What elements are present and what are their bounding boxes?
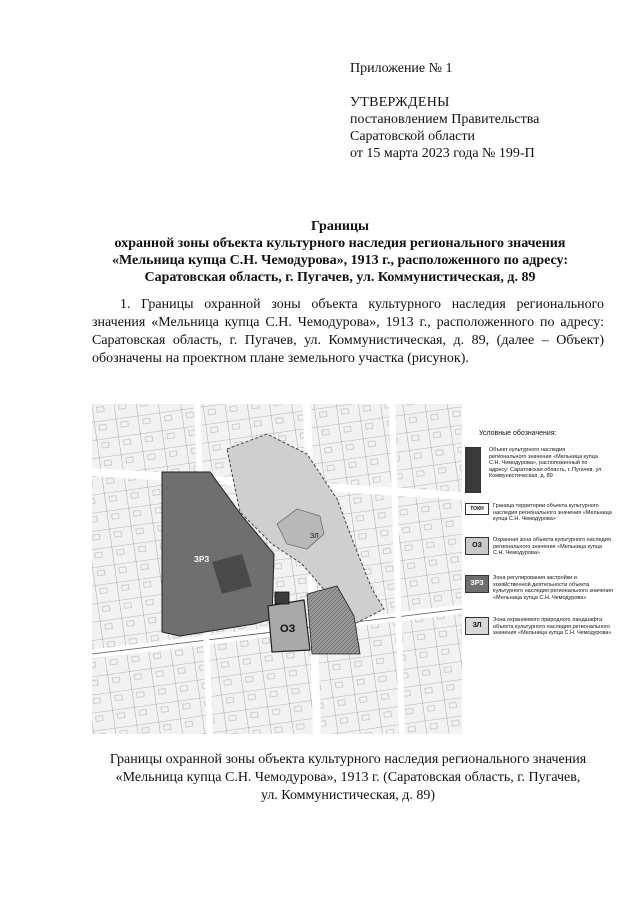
appendix-label: Приложение № 1	[350, 61, 453, 76]
caption-line-3: ул. Коммунистическая, д. 89)	[260, 788, 436, 803]
document-title	[60, 218, 620, 286]
label-zrz: ЗРЗ	[194, 555, 210, 564]
figure-caption	[92, 751, 604, 805]
title-line-2: охранной зоны объекта культурного наследия регионального значения	[114, 236, 566, 251]
legend-item	[465, 503, 612, 537]
legend-text: Зона охраняемого природного ландшафта объекта культурного наследия регионального значения «Мельница купца С.Н. Чемодурова»	[493, 617, 612, 637]
legend-item	[465, 537, 611, 575]
approval-line-3: от 15 марта 2023 года № 199-П	[350, 146, 535, 161]
heritage-object	[275, 592, 289, 604]
title-line-4: Саратовская область, г. Пугачев, ул. Коммунистическая, д. 89	[144, 270, 536, 285]
zone-map	[92, 404, 613, 734]
paragraph-text: 1. Границы охранной зоны объекта культурного наследия регионального значения «Мельница купца С.Н. Чемодурова», 1913 г., расположенного по адресу: Саратовская область, г. Пугачев, ул. Коммунистическая, д. 89, (далее – Объект) обозначены на проектном плане земельного участка (рисунок).	[92, 297, 604, 366]
legend-item	[465, 575, 613, 617]
legend-text: Охранная зона объекта культурного наследия регионального значения «Мельница купца С.Н. Чемодурова»	[493, 537, 611, 557]
legend-swatch-object	[465, 447, 481, 493]
legend-text: Граница территории объекта культурного наследия регионального значения «Мельница купца С.Н. Чемодурова»	[493, 503, 612, 523]
legend-item	[465, 617, 612, 657]
title-line-3: «Мельница купца С.Н. Чемодурова», 1913 г., расположенного по адресу:	[111, 253, 569, 268]
legend-title: Условные обозначения:	[479, 430, 557, 437]
approved-label: УТВЕРЖДЕНЫ	[350, 95, 450, 110]
map-legend	[465, 430, 613, 657]
caption-line-1: Границы охранной зоны объекта культурного наследия регионального значения	[109, 752, 587, 767]
approval-block	[350, 60, 620, 162]
approval-line-1: постановлением Правительства	[350, 112, 540, 127]
label-oz: ОЗ	[280, 623, 296, 635]
caption-line-2: «Мельница купца С.Н. Чемодурова», 1913 г. (Саратовская область, г. Пугачев,	[115, 770, 581, 785]
body-paragraph	[92, 296, 604, 368]
map-image	[92, 404, 462, 734]
label-zl: ЗЛ	[310, 533, 319, 540]
legend-swatch-tokn: ТОКН	[465, 503, 489, 515]
legend-swatch-zl: ЗЛ	[465, 617, 489, 635]
legend-swatch-zrz: ЗРЗ	[465, 575, 489, 593]
title-line-1: Границы	[311, 219, 369, 234]
approval-line-2: Саратовской области	[350, 129, 475, 144]
legend-text: Объект культурного наследия регионального значения «Мельница купца С.Н. Чемодурова», расположенный по адресу: Саратовская область, г. Пугачев, ул. Коммунистическая, д. 89	[489, 447, 603, 480]
legend-text: Зона регулирования застройки и хозяйственной деятельности объекта культурного наследия регионального значения «Мельница купца С.Н. Чемодурова»	[493, 575, 613, 601]
legend-swatch-oz: ОЗ	[465, 537, 489, 555]
legend-item	[465, 447, 605, 503]
